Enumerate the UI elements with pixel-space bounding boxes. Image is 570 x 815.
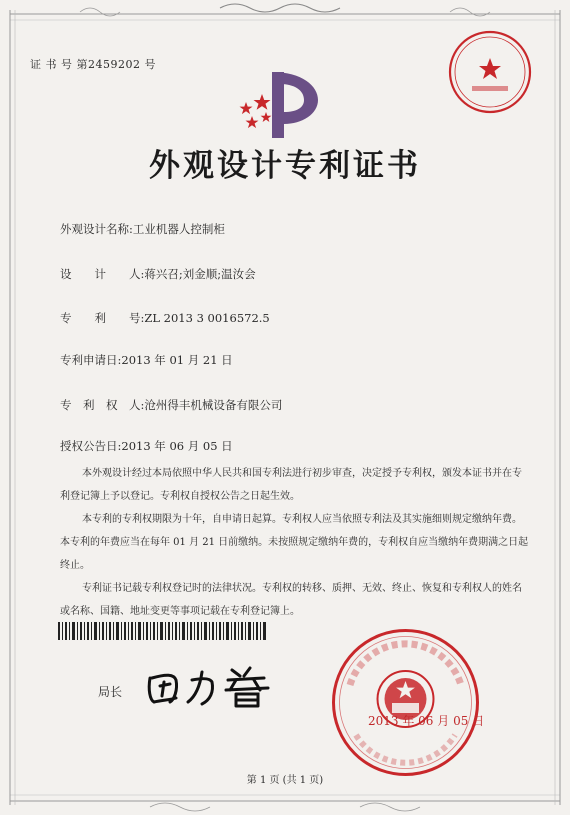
field-grant-date bbox=[60, 438, 233, 454]
director-signature-icon bbox=[140, 660, 290, 710]
field-patentee bbox=[60, 397, 282, 413]
field-patent-number bbox=[60, 310, 270, 326]
national-ip-office-seal-icon bbox=[328, 625, 483, 780]
field-designers bbox=[60, 266, 256, 282]
body-paragraph: 本外观设计经过本局依照中华人民共和国专利法进行初步审查，决定授予专利权，颁发本证书并在专利登记簿上予以登记。专利权自授权公告之日起生效。 bbox=[60, 468, 522, 502]
left-border-ornament bbox=[0, 0, 22, 815]
body-paragraph: 专利证书记载专利权登记时的法律状况。专利权的转移、质押、无效、终止、恢复和专利权人的姓名或名称、国籍、地址变更等事项记载在专利登记簿上。 bbox=[60, 583, 522, 617]
body-paragraph: 本专利的专利权期限为十年，自申请日起算。专利权人应当依照专利法及其实施细则规定缴纳年费。本专利的年费应当在每年 01 月 21 日前缴纳。未按照规定缴纳年费的，专利权自应当缴纳年费期满之日起终止。 bbox=[60, 514, 529, 571]
field-design-name bbox=[60, 221, 225, 237]
field-value: 工业机器人控制柜 bbox=[132, 222, 225, 236]
field-value: 沧州得丰机械设备有限公司 bbox=[144, 398, 283, 412]
field-label: 授权公告日: bbox=[60, 439, 122, 453]
bottom-border-ornament bbox=[0, 781, 570, 815]
certificate-title: 外观设计专利证书 bbox=[149, 148, 421, 184]
field-value: ZL 2013 3 0016572.5 bbox=[144, 311, 270, 325]
field-value: 2013 年 01 月 21 日 bbox=[121, 353, 233, 367]
director-label: 局长 bbox=[98, 685, 123, 699]
top-border-ornament bbox=[0, 0, 570, 28]
patent-office-logo-icon bbox=[232, 68, 328, 140]
seal-date: 2013 年 06 月 05 日 bbox=[368, 714, 485, 728]
field-label: 设 计 人: bbox=[60, 267, 145, 281]
right-border-ornament bbox=[548, 0, 570, 815]
field-label: 专 利 权 人: bbox=[60, 398, 145, 412]
field-value: 蒋兴召;刘金顺;温汝会 bbox=[144, 267, 256, 281]
field-label: 专利申请日: bbox=[60, 353, 122, 367]
barcode-icon bbox=[58, 622, 268, 640]
certificate-number: 证 书 号 第2459202 号 bbox=[30, 58, 156, 71]
field-value: 2013 年 06 月 05 日 bbox=[121, 439, 233, 453]
field-label: 外观设计名称: bbox=[60, 222, 133, 236]
field-label: 专 利 号: bbox=[60, 311, 145, 325]
certificate-body bbox=[60, 462, 530, 623]
page-footer: 第 1 页 (共 1 页) bbox=[246, 775, 324, 786]
agency-stamp-icon bbox=[446, 28, 534, 116]
field-application-date bbox=[60, 352, 233, 368]
